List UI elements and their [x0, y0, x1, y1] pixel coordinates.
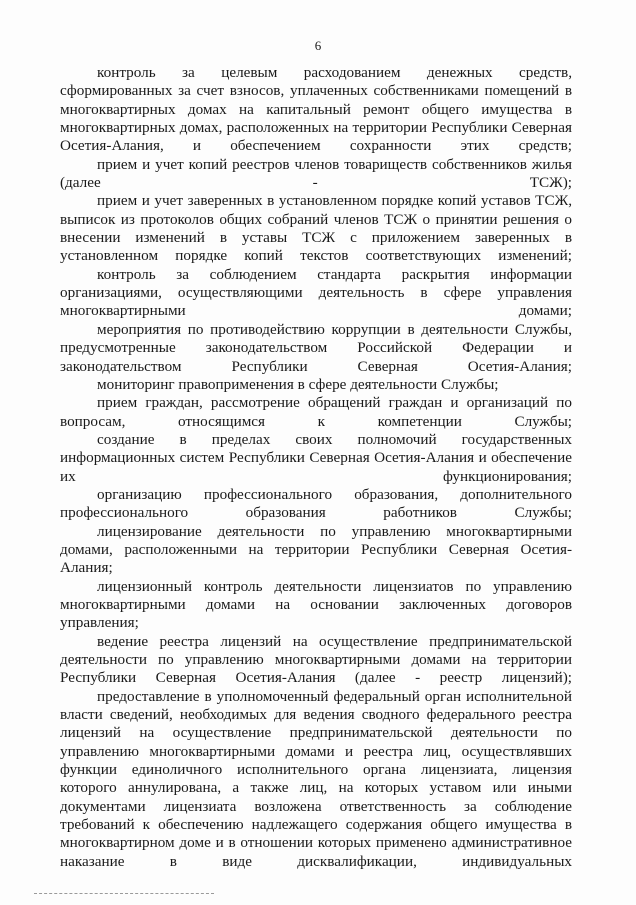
document-body [60, 64, 572, 871]
paragraph-license-register: ведение реестра лицензий на осуществление предпринимательской деятельности по управлению многоквартирными домами на территории Республики Северная Осетия-Алания (далее - реестр лицензий); [60, 632, 572, 687]
paragraph-citizen-reception: прием граждан, рассмотрение обращений граждан и организаций по вопросам, относящимся к компетенции Службы; [60, 394, 572, 430]
scan-artifact-line [34, 893, 214, 897]
paragraph-disclosure-control: контроль за соблюдением стандарта раскрытия информации организациями, осуществляющими деятельность в сфере управления многоквартирными домами; [60, 265, 572, 320]
paragraph-licensing: лицензирование деятельности по управлению многоквартирными домами, расположенными на территории Республики Северная Осетия-Алания; [60, 522, 572, 577]
page-number: 6 [314, 38, 322, 53]
paragraph-hoa-charters: прием и учет заверенных в установленном порядке копий уставов ТСЖ, выписок из протоколов общих собраний членов ТСЖ о принятии решения о внесении изменений в уставы ТСЖ с приложением заверенных в установленном порядке копий текстов соответствующих изменений; [60, 192, 572, 265]
paragraph-capital-repair-control: контроль за целевым расходованием денежных средств, сформированных за счет взносов, уплаченных собственниками помещений в многоквартирных домах на капитальный ремонт общего имущества в многоквартирных домах, расположенных на территории Республики Северная Осетия-Алания, и обеспечением сохранности этих средств; [60, 64, 572, 155]
paragraph-license-control: лицензионный контроль деятельности лицензиатов по управлению многоквартирными домами на основании заключенных договоров управления; [60, 577, 572, 632]
paragraph-monitoring: мониторинг правоприменения в сфере деятельности Службы; [97, 375, 499, 393]
paragraph-staff-education: организацию профессионального образования, дополнительного профессионального образования работников Службы; [60, 485, 572, 522]
paragraph-anti-corruption: мероприятия по противодействию коррупции в деятельности Службы, предусмотренные законодательством Российской Федерации и законодательством Республики Северная Осетия-Алания; [60, 320, 572, 375]
paragraph-federal-register-info: предоставление в уполномоченный федеральный орган исполнительной власти сведений, необходимых для ведения сводного федерального реестра лицензий на осуществление предпринимательской деятельности по управлению многоквартирными домами и реестра лиц, осуществлявших функции единоличного исполнительного органа лицензиата, лицензия которого аннулирована, а также лиц, на которых уставом или иными документами лицензиата возложена ответственность за соблюдение требований к обеспечению надлежащего содержания общего имущества в многоквартирном доме и в отношении которых применено административное наказание в виде дисквалификации, индивидуальных [60, 687, 572, 870]
paragraph-information-systems: создание в пределах своих полномочий государственных информационных систем Республики Северная Осетия-Алания и обеспечение их функционирования; [60, 430, 572, 485]
paragraph-hoa-registers: прием и учет копий реестров членов товариществ собственников жилья (далее - ТСЖ); [60, 155, 572, 192]
